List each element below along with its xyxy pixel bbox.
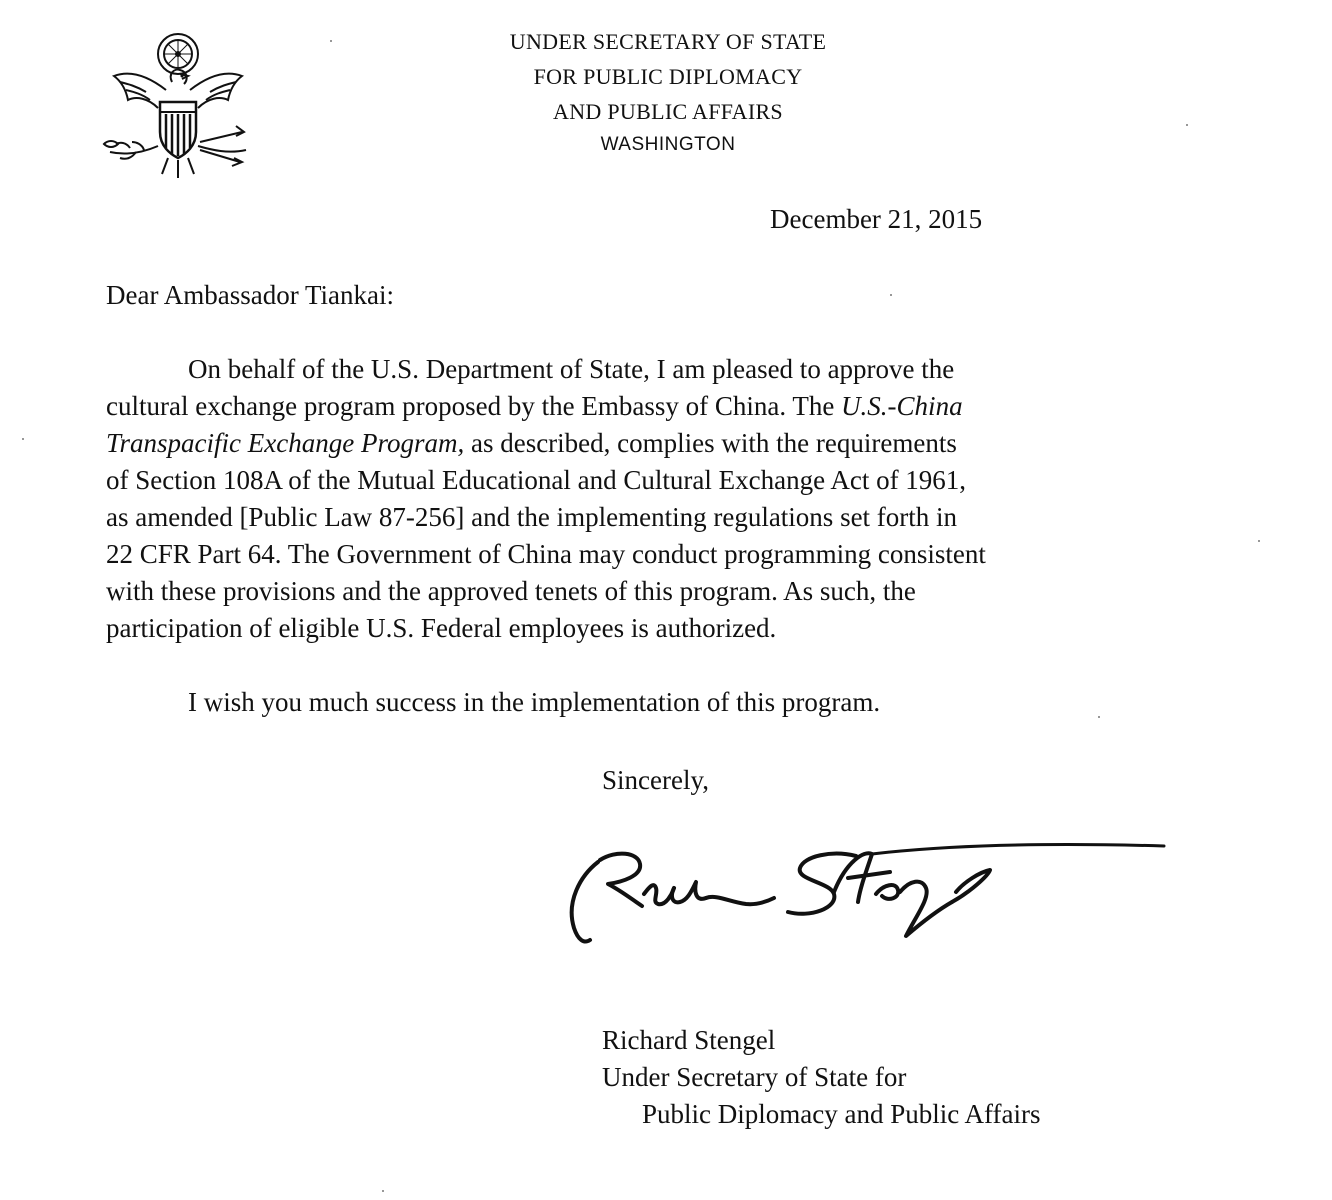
salutation: Dear Ambassador Tiankai:: [106, 280, 394, 310]
great-seal-icon: [96, 24, 256, 180]
body-line: participation of eligible U.S. Federal employees is authorized.: [106, 613, 777, 643]
scan-speck: [22, 438, 24, 440]
program-name-part: Transpacific Exchange Program,: [106, 428, 465, 458]
closing-wish: I wish you much success in the implementation of this program.: [188, 687, 881, 717]
body-line: On behalf of the U.S. Department of State, I am pleased to approve the: [188, 354, 955, 384]
valediction: Sincerely,: [602, 765, 709, 795]
signer-title: Under Secretary of State for: [602, 1062, 907, 1092]
letter-body: [106, 351, 1196, 647]
body-line: [106, 388, 1196, 425]
body-line: as amended [Public Law 87-256] and the implementing regulations set forth in: [106, 502, 958, 532]
letterhead-city: WASHINGTON: [600, 134, 736, 155]
scan-speck: [1186, 124, 1188, 126]
body-line: 22 CFR Part 64. The Government of China may conduct programming consistent: [106, 539, 986, 569]
signature-icon: [560, 832, 1170, 952]
signer-name: Richard Stengel: [602, 1025, 776, 1055]
scan-speck: [382, 1190, 384, 1192]
letterhead-office: FOR PUBLIC DIPLOMACY: [533, 64, 803, 89]
signer-title-2: Public Diplomacy and Public Affairs: [642, 1099, 1041, 1129]
scan-speck: [330, 40, 332, 42]
body-text-segment: as described, complies with the requirements: [464, 428, 957, 458]
letterhead-title: UNDER SECRETARY OF STATE: [509, 29, 827, 54]
scan-speck: [1258, 540, 1260, 542]
body-line: of Section 108A of the Mutual Educational and Cultural Exchange Act of 1961,: [106, 465, 967, 495]
body-text-segment: cultural exchange program proposed by the Embassy of China. The: [106, 391, 842, 421]
letter-date: December 21, 2015: [770, 204, 983, 234]
body-line: with these provisions and the approved tenets of this program. As such, the: [106, 576, 916, 606]
scan-speck: [890, 294, 892, 296]
scan-speck: [1098, 716, 1100, 718]
body-line: [106, 425, 1196, 462]
program-name-part: U.S.-China: [841, 391, 963, 421]
letterhead: [430, 24, 906, 161]
letterhead-office-2: AND PUBLIC AFFAIRS: [553, 99, 783, 124]
signer-block: [602, 1022, 1040, 1133]
